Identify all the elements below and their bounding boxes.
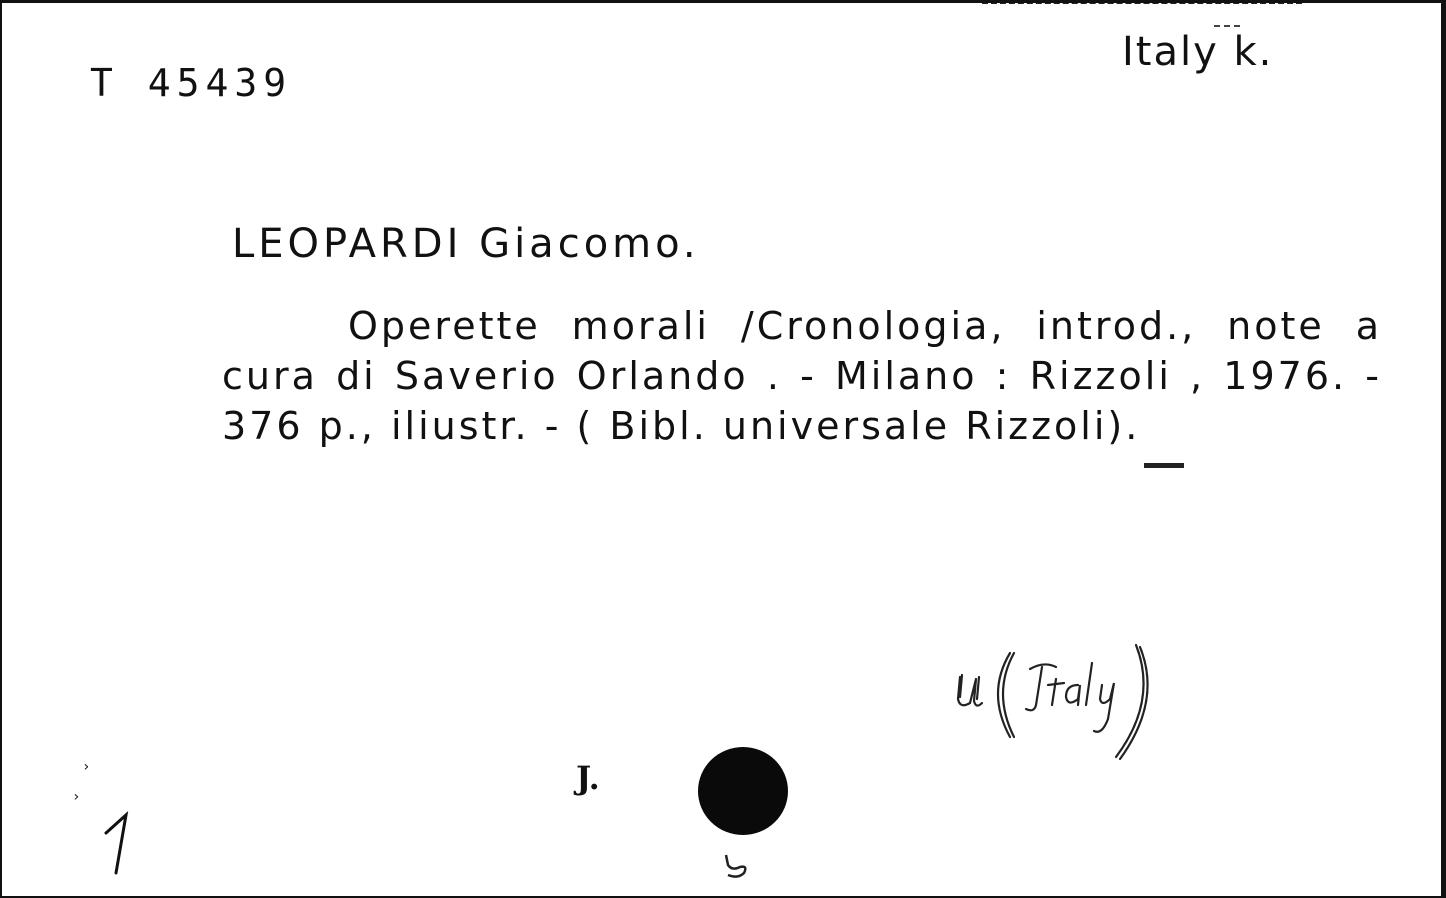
call-number: T 45439 [90, 61, 293, 105]
stamp-letter: J. [576, 759, 600, 797]
punch-hole [698, 747, 788, 835]
bottom-pencil-mark [720, 851, 754, 881]
underline-mark [1144, 463, 1184, 468]
pencil-mark: › [72, 789, 81, 805]
bibliographic-description: Operette morali /Cronologia, introd., note a cura di Saverio Orlando . - Milano : Rizzoli , 1976. - 376 p., iliustr. - ( Bibl. universale Rizzoli). [222, 304, 1382, 448]
handwritten-number [92, 803, 152, 883]
pencil-mark: › [82, 759, 91, 775]
subject-heading: Italy k. [1122, 29, 1274, 75]
author-heading: LEOPARDI Giacomo. [232, 221, 700, 267]
handwritten-subject-note [952, 639, 1182, 769]
top-edge-mark [982, 1, 1302, 10]
subject-correction-mark [1214, 25, 1240, 29]
